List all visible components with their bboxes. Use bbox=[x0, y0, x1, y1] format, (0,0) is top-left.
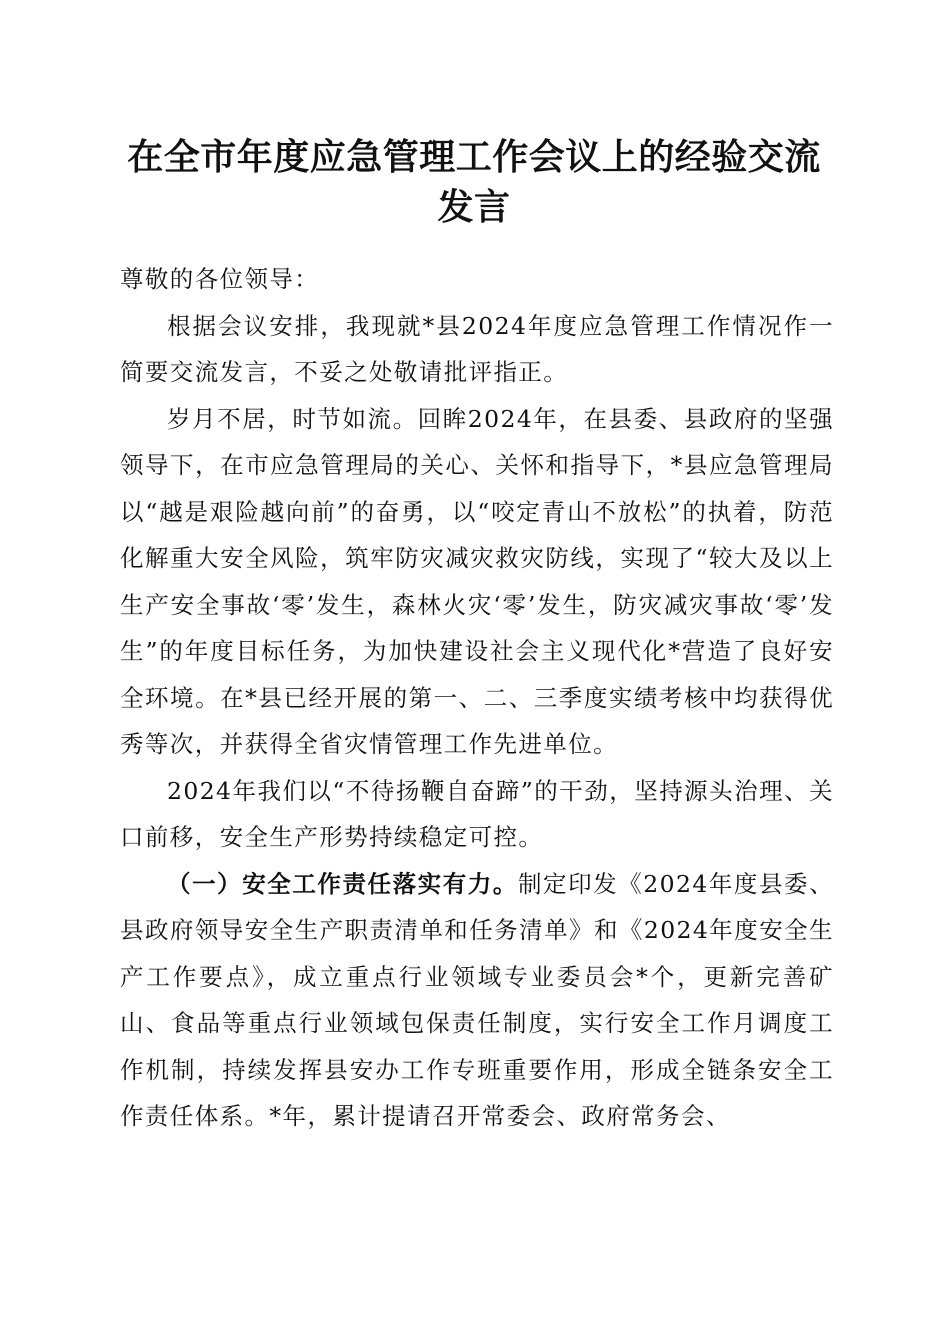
paragraph-review: 岁月不居，时节如流。回眸2024年，在县委、县政府的坚强领导下，在市应急管理局的关心、关怀和指导下，*县应急管理局以“越是艰险越向前”的奋勇，以“咬定青山不放松”的执着，防范化解重大安全风险，筑牢防灾减灾救灾防线，实现了“较大及以上生产安全事故‘零’发生，森林火灾‘零’发生，防灾减灾事故‘零’发生”的年度目标任务，为加快建设社会主义现代化*营造了良好安全环境。在*县已经开展的第一、二、三季度实绩考核中均获得优秀等次，并获得全省灾情管理工作先进单位。 bbox=[120, 404, 834, 758]
document-body bbox=[120, 256, 834, 1140]
paragraph-section-1 bbox=[120, 861, 834, 1140]
paragraph-summary: 2024年我们以“不待扬鞭自奋蹄”的干劲，坚持源头治理、关口前移，安全生产形势持续稳定可控。 bbox=[120, 776, 834, 851]
section-1-heading: （一）安全工作责任落实有力。 bbox=[167, 869, 518, 898]
document-title: 在全市年度应急管理工作会议上的经验交流发言 bbox=[127, 136, 821, 228]
section-1-text: 制定印发《2024年度县委、县政府领导安全生产职责清单和任务清单》和《2024年度安全生产工作要点》，成立重点行业领域专业委员会*个，更新完善矿山、食品等重点行业领域包保责任制度，实行安全工作月调度工作机制，持续发挥县安办工作专班重要作用，形成全链条安全工作责任体系。*年，累计提请召开常委会、政府常务会、 bbox=[120, 869, 835, 1130]
paragraph-intro: 根据会议安排，我现就*县2024年度应急管理工作情况作一简要交流发言，不妥之处敬请批评指正。 bbox=[120, 311, 834, 386]
salutation: 尊敬的各位领导： bbox=[120, 265, 320, 293]
